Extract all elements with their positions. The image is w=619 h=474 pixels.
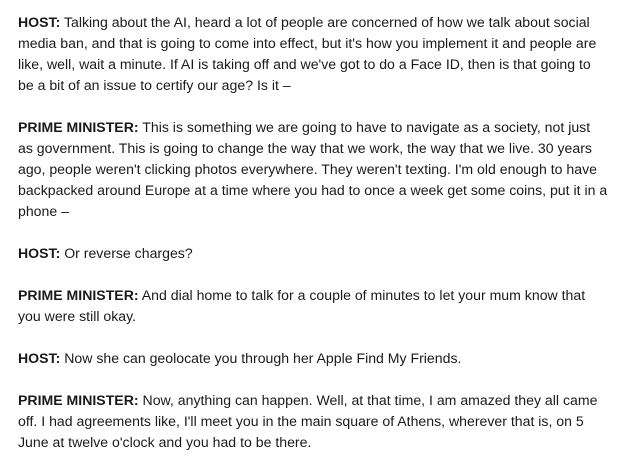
paragraph-prime-minister-1 [18,117,608,222]
paragraph-text: Or reverse charges? [64,245,193,261]
speaker-label: HOST: [18,350,61,366]
paragraph-host-1 [18,12,608,96]
speaker-label: PRIME MINISTER: [18,392,139,408]
paragraph-text: Talking about the AI, heard a lot of people are concerned of how we talk about social media ban, and that is going to come into effect, but it's how you implement it and people are like, well, wait a minute. If AI is taking off and we've got to do a Face ID, then is that going to be a bit of an issue to certify our age? Is it – [18,14,597,93]
paragraph-prime-minister-3 [18,390,608,453]
transcript [18,12,608,474]
speaker-label: HOST: [18,245,61,261]
speaker-label: PRIME MINISTER: [18,287,139,303]
paragraph-text: And dial home to talk for a couple of minutes to let your mum know that you were still okay. [18,287,586,324]
paragraph-host-2 [18,243,608,264]
speaker-label: HOST: [18,14,61,30]
paragraph-text: Now she can geolocate you through her Apple Find My Friends. [64,350,462,366]
paragraph-text: Now, anything can happen. Well, at that time, I am amazed they all came off. I had agreements like, I'll meet you in the main square of Athens, wherever that is, on 5 June at twelve o'clock and you had to be there. [18,392,598,450]
paragraph-text: This is something we are going to have to navigate as a society, not just as government. This is going to change the way that we work, the way that we live. 30 years ago, people weren't clicking photos everywhere. They weren't texting. I'm old enough to have backpacked around Europe at a time where you had to once a week get some coins, put it in a phone – [18,119,608,219]
paragraph-host-3 [18,348,608,369]
speaker-label: PRIME MINISTER: [18,119,139,135]
paragraph-prime-minister-2 [18,285,608,327]
